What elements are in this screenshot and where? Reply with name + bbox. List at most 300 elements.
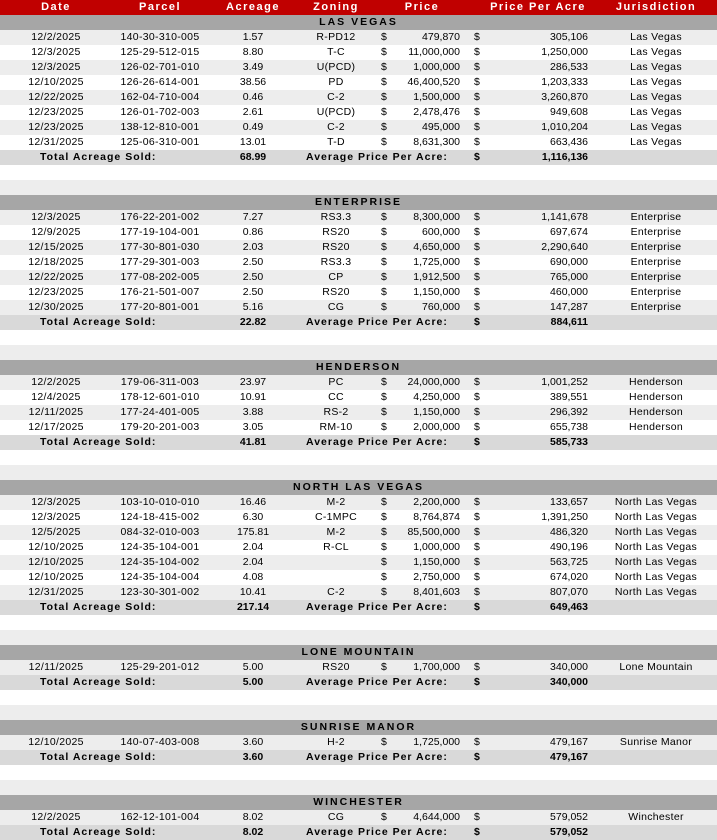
total-acreage-value: 8.02: [242, 826, 264, 838]
avg-price-per-acre-value: 479,167: [550, 751, 588, 763]
cell-zoning: CP: [328, 271, 344, 283]
avg-price-per-acre-value: 579,052: [550, 826, 588, 838]
cell-parcel: 178-12-601-010: [120, 391, 200, 403]
cell-price: 600,000: [422, 226, 460, 238]
cell-parcel: 123-30-301-002: [120, 586, 200, 598]
currency-symbol: $: [474, 76, 480, 88]
cell-jurisdiction: Las Vegas: [630, 46, 682, 58]
currency-symbol: $: [474, 826, 480, 838]
cell-parcel: 177-20-801-001: [120, 301, 200, 313]
table-row: [0, 810, 717, 825]
cell-date: 12/3/2025: [31, 61, 81, 73]
region-total-row: [0, 600, 717, 615]
currency-symbol: $: [381, 526, 387, 538]
region-title: SUNRISE MANOR: [300, 721, 417, 733]
cell-price: 8,764,874: [413, 511, 460, 523]
cell-acreage: 3.88: [242, 406, 264, 418]
cell-price-per-acre: 389,551: [550, 391, 588, 403]
currency-symbol: $: [474, 31, 480, 43]
cell-zoning: R-PD12: [316, 31, 356, 43]
cell-zoning: U(PCD): [316, 106, 356, 118]
table-row: [0, 525, 717, 540]
cell-acreage: 3.60: [242, 736, 264, 748]
currency-symbol: $: [381, 106, 387, 118]
cell-jurisdiction: Winchester: [628, 811, 684, 823]
cell-jurisdiction: North Las Vegas: [614, 541, 698, 553]
cell-zoning: CG: [327, 301, 345, 313]
currency-symbol: $: [474, 106, 480, 118]
cell-acreage: 2.50: [242, 271, 264, 283]
table-row: [0, 75, 717, 90]
currency-symbol: $: [474, 526, 480, 538]
region-title: NORTH LAS VEGAS: [293, 481, 424, 493]
cell-zoning: U(PCD): [316, 61, 356, 73]
cell-date: 12/30/2025: [28, 301, 84, 313]
cell-acreage: 0.46: [242, 91, 264, 103]
currency-symbol: $: [474, 736, 480, 748]
cell-price: 2,000,000: [413, 421, 460, 433]
cell-parcel: 177-08-202-005: [120, 271, 200, 283]
currency-symbol: $: [381, 811, 387, 823]
currency-symbol: $: [474, 421, 480, 433]
cell-parcel: 177-30-801-030: [120, 241, 200, 253]
cell-parcel: 177-19-104-001: [120, 226, 200, 238]
section-spacer: [0, 330, 717, 345]
cell-price-per-acre: 133,657: [550, 496, 588, 508]
avg-price-label: Average Price Per Acre:: [306, 316, 448, 328]
table-row: [0, 225, 717, 240]
section-spacer: [0, 780, 717, 795]
section-spacer: [0, 465, 717, 480]
currency-symbol: $: [381, 376, 387, 388]
cell-price: 2,200,000: [413, 496, 460, 508]
cell-parcel: 126-26-614-001: [120, 76, 200, 88]
cell-zoning: M-2: [326, 526, 346, 538]
cell-price: 11,000,000: [408, 46, 460, 58]
cell-date: 12/31/2025: [28, 136, 84, 148]
section-spacer: [0, 690, 717, 705]
cell-zoning: PD: [328, 76, 344, 88]
table-row: [0, 135, 717, 150]
cell-price-per-acre: 1,391,250: [541, 511, 588, 523]
avg-price-label: Average Price Per Acre:: [306, 676, 448, 688]
cell-price: 8,631,300: [413, 136, 460, 148]
currency-symbol: $: [474, 136, 480, 148]
cell-price-per-acre: 690,000: [550, 256, 588, 268]
currency-symbol: $: [381, 511, 387, 523]
table-row: [0, 120, 717, 135]
cell-zoning: [300, 570, 372, 585]
cell-price-per-acre: 697,674: [550, 226, 588, 238]
cell-zoning: C-2: [327, 121, 345, 133]
table-row: [0, 405, 717, 420]
currency-symbol: $: [474, 286, 480, 298]
cell-parcel: 103-10-010-010: [120, 496, 200, 508]
table-row: [0, 105, 717, 120]
cell-price-per-acre: 674,020: [550, 571, 588, 583]
cell-acreage: 0.49: [242, 121, 264, 133]
cell-price-per-acre: 765,000: [550, 271, 588, 283]
currency-symbol: $: [474, 511, 480, 523]
region-total-row: [0, 315, 717, 330]
region-header: [0, 360, 717, 375]
cell-jurisdiction: Henderson: [628, 376, 684, 388]
cell-date: 12/23/2025: [28, 106, 84, 118]
cell-jurisdiction: Enterprise: [630, 286, 682, 298]
cell-acreage: 16.46: [239, 496, 267, 508]
cell-zoning: RS20: [322, 241, 350, 253]
currency-symbol: $: [381, 61, 387, 73]
table-row: [0, 510, 717, 525]
cell-parcel: 124-35-104-002: [120, 556, 200, 568]
cell-date: 12/3/2025: [31, 211, 81, 223]
cell-price: 1,150,000: [413, 406, 460, 418]
cell-parcel: 140-30-310-005: [120, 31, 200, 43]
cell-date: 12/10/2025: [28, 736, 84, 748]
cell-acreage: 175.81: [236, 526, 270, 538]
cell-zoning: C-2: [327, 91, 345, 103]
cell-acreage: 38.56: [239, 76, 267, 88]
cell-parcel: 138-12-810-001: [120, 121, 200, 133]
cell-date: 12/18/2025: [28, 256, 84, 268]
currency-symbol: $: [381, 136, 387, 148]
cell-date: 12/10/2025: [28, 541, 84, 553]
currency-symbol: $: [381, 391, 387, 403]
cell-jurisdiction: Enterprise: [630, 211, 682, 223]
cell-jurisdiction: Sunrise Manor: [619, 736, 693, 748]
table-row: [0, 285, 717, 300]
avg-price-per-acre-value: 884,611: [550, 316, 588, 328]
total-acreage-value: 68.99: [239, 151, 267, 163]
cell-parcel: 177-24-401-005: [120, 406, 200, 418]
table-row: [0, 420, 717, 435]
cell-date: 12/4/2025: [31, 391, 81, 403]
currency-symbol: $: [474, 151, 480, 163]
cell-price: 1,000,000: [413, 541, 460, 553]
currency-symbol: $: [381, 241, 387, 253]
cell-date: 12/3/2025: [31, 511, 81, 523]
cell-acreage: 5.16: [242, 301, 264, 313]
region-header: [0, 15, 717, 30]
cell-price-per-acre: 490,196: [550, 541, 588, 553]
region-header: [0, 195, 717, 210]
currency-symbol: $: [381, 421, 387, 433]
cell-zoning: C-1MPC: [314, 511, 358, 523]
cell-zoning: RS3.3: [320, 211, 352, 223]
currency-symbol: $: [474, 751, 480, 763]
cell-price: 8,300,000: [413, 211, 460, 223]
region-header: [0, 645, 717, 660]
cell-date: 12/2/2025: [31, 811, 81, 823]
cell-zoning: T-C: [327, 46, 345, 58]
cell-date: 12/22/2025: [28, 91, 84, 103]
cell-parcel: 176-21-501-007: [120, 286, 200, 298]
cell-jurisdiction: Las Vegas: [630, 61, 682, 73]
region-title: HENDERSON: [315, 361, 402, 373]
cell-price-per-acre: 1,141,678: [541, 211, 588, 223]
table-row: [0, 240, 717, 255]
cell-price-per-acre: 1,203,333: [541, 76, 588, 88]
cell-price: 24,000,000: [407, 376, 460, 388]
cell-parcel: 177-29-301-003: [120, 256, 200, 268]
cell-date: 12/22/2025: [28, 271, 84, 283]
cell-acreage: 13.01: [239, 136, 267, 148]
avg-price-per-acre-value: 1,116,136: [541, 151, 588, 163]
cell-price-per-acre: 655,738: [550, 421, 588, 433]
region-header: [0, 720, 717, 735]
cell-acreage: 2.04: [242, 541, 264, 553]
avg-price-label: Average Price Per Acre:: [306, 751, 448, 763]
avg-price-label: Average Price Per Acre:: [306, 826, 448, 838]
currency-symbol: $: [474, 496, 480, 508]
header-date: Date: [41, 1, 71, 13]
currency-symbol: $: [474, 226, 480, 238]
cell-price-per-acre: 807,070: [550, 586, 588, 598]
currency-symbol: $: [474, 556, 480, 568]
currency-symbol: $: [381, 271, 387, 283]
cell-price-per-acre: 563,725: [550, 556, 588, 568]
currency-symbol: $: [381, 556, 387, 568]
cell-zoning: H-2: [327, 736, 345, 748]
cell-date: 12/9/2025: [31, 226, 81, 238]
cell-parcel: 084-32-010-003: [120, 526, 200, 538]
cell-price-per-acre: 305,106: [550, 31, 588, 43]
region-title: LAS VEGAS: [319, 16, 398, 28]
cell-price: 4,250,000: [413, 391, 460, 403]
cell-jurisdiction: Las Vegas: [630, 31, 682, 43]
cell-jurisdiction: Las Vegas: [630, 121, 682, 133]
table-row: [0, 270, 717, 285]
table-row: [0, 735, 717, 750]
section-spacer: [0, 345, 717, 360]
cell-price: 479,870: [422, 31, 460, 43]
avg-price-label: Average Price Per Acre:: [306, 151, 448, 163]
cell-acreage: 3.05: [242, 421, 264, 433]
currency-symbol: $: [474, 811, 480, 823]
currency-symbol: $: [474, 61, 480, 73]
table-row: [0, 390, 717, 405]
cell-price: 2,478,476: [413, 106, 460, 118]
cell-acreage: 8.02: [242, 811, 264, 823]
table-row: [0, 210, 717, 225]
section-spacer: [0, 165, 717, 180]
cell-parcel: 176-22-201-002: [120, 211, 200, 223]
currency-symbol: $: [381, 226, 387, 238]
cell-price-per-acre: 479,167: [550, 736, 588, 748]
cell-date: 12/10/2025: [28, 556, 84, 568]
cell-jurisdiction: Las Vegas: [630, 76, 682, 88]
currency-symbol: $: [474, 46, 480, 58]
cell-date: 12/31/2025: [28, 586, 84, 598]
section-spacer: [0, 450, 717, 465]
currency-symbol: $: [381, 121, 387, 133]
cell-price: 4,650,000: [413, 241, 460, 253]
cell-jurisdiction: North Las Vegas: [614, 586, 698, 598]
header-price-per-acre: Price Per Acre: [490, 1, 586, 13]
currency-symbol: $: [474, 376, 480, 388]
cell-acreage: 8.80: [242, 46, 264, 58]
total-acreage-value: 22.82: [239, 316, 267, 328]
region-total-row: [0, 435, 717, 450]
avg-price-per-acre-value: 585,733: [550, 436, 588, 448]
cell-price: 1,700,000: [413, 661, 460, 673]
cell-parcel: 126-01-702-003: [120, 106, 200, 118]
total-acreage-label: Total Acreage Sold:: [40, 151, 157, 163]
avg-price-label: Average Price Per Acre:: [306, 601, 448, 613]
cell-jurisdiction: North Las Vegas: [614, 556, 698, 568]
currency-symbol: $: [381, 256, 387, 268]
cell-price-per-acre: 296,392: [550, 406, 588, 418]
table-row: [0, 585, 717, 600]
cell-jurisdiction: Enterprise: [630, 241, 682, 253]
table-row: [0, 300, 717, 315]
cell-price: 85,500,000: [407, 526, 460, 538]
cell-jurisdiction: Las Vegas: [630, 91, 682, 103]
cell-date: 12/23/2025: [28, 121, 84, 133]
total-acreage-label: Total Acreage Sold:: [40, 316, 157, 328]
currency-symbol: $: [381, 571, 387, 583]
section-spacer: [0, 615, 717, 630]
table-row: [0, 495, 717, 510]
cell-acreage: 5.00: [242, 661, 264, 673]
cell-date: 12/10/2025: [28, 571, 84, 583]
table-header-row: [0, 0, 717, 15]
cell-price: 1,912,500: [413, 271, 460, 283]
cell-zoning: C-2: [327, 586, 345, 598]
cell-zoning: R-CL: [323, 541, 349, 553]
section-spacer: [0, 630, 717, 645]
currency-symbol: $: [474, 601, 480, 613]
cell-price-per-acre: 3,260,870: [541, 91, 588, 103]
cell-jurisdiction: Henderson: [628, 391, 684, 403]
total-acreage-value: 3.60: [242, 751, 264, 763]
currency-symbol: $: [381, 91, 387, 103]
table-row: [0, 255, 717, 270]
currency-symbol: $: [474, 301, 480, 313]
region-title: LONE MOUNTAIN: [301, 646, 416, 658]
cell-zoning: CG: [327, 811, 345, 823]
currency-symbol: $: [474, 676, 480, 688]
cell-zoning: RS20: [322, 661, 350, 673]
currency-symbol: $: [474, 91, 480, 103]
cell-zoning: M-2: [326, 496, 346, 508]
table-row: [0, 660, 717, 675]
currency-symbol: $: [474, 406, 480, 418]
currency-symbol: $: [381, 31, 387, 43]
cell-jurisdiction: North Las Vegas: [614, 496, 698, 508]
cell-price: 1,150,000: [413, 556, 460, 568]
cell-date: 12/15/2025: [28, 241, 84, 253]
cell-parcel: 140-07-403-008: [120, 736, 200, 748]
currency-symbol: $: [381, 406, 387, 418]
cell-price: 760,000: [422, 301, 460, 313]
currency-symbol: $: [381, 76, 387, 88]
region-total-row: [0, 675, 717, 690]
cell-date: 12/3/2025: [31, 46, 81, 58]
cell-parcel: 179-20-201-003: [120, 421, 200, 433]
cell-acreage: 6.30: [242, 511, 264, 523]
cell-price: 495,000: [422, 121, 460, 133]
cell-date: 12/2/2025: [31, 31, 81, 43]
cell-price: 1,000,000: [413, 61, 460, 73]
cell-price-per-acre: 147,287: [550, 301, 588, 313]
cell-price-per-acre: 340,000: [550, 661, 588, 673]
cell-acreage: 4.08: [242, 571, 264, 583]
header-zoning: Zoning: [313, 1, 359, 13]
cell-acreage: 7.27: [242, 211, 264, 223]
currency-symbol: $: [381, 211, 387, 223]
cell-price: 1,150,000: [413, 286, 460, 298]
cell-date: 12/5/2025: [31, 526, 81, 538]
cell-zoning: T-D: [327, 136, 345, 148]
total-acreage-label: Total Acreage Sold:: [40, 751, 157, 763]
total-acreage-label: Total Acreage Sold:: [40, 601, 157, 613]
cell-zoning: RS20: [322, 226, 350, 238]
cell-acreage: 2.04: [242, 556, 264, 568]
section-spacer: [0, 765, 717, 780]
cell-zoning: CC: [328, 391, 344, 403]
currency-symbol: $: [474, 121, 480, 133]
cell-jurisdiction: Las Vegas: [630, 106, 682, 118]
region-header: [0, 795, 717, 810]
total-acreage-value: 41.81: [239, 436, 267, 448]
section-spacer: [0, 705, 717, 720]
cell-price: 1,725,000: [413, 736, 460, 748]
cell-acreage: 1.57: [242, 31, 264, 43]
region-total-row: [0, 750, 717, 765]
cell-acreage: 23.97: [239, 376, 267, 388]
header-acreage: Acreage: [226, 1, 280, 13]
currency-symbol: $: [381, 301, 387, 313]
cell-acreage: 0.86: [242, 226, 264, 238]
total-acreage-value: 5.00: [242, 676, 264, 688]
cell-acreage: 2.50: [242, 286, 264, 298]
cell-jurisdiction: North Las Vegas: [614, 511, 698, 523]
cell-acreage: 2.50: [242, 256, 264, 268]
cell-parcel: 124-35-104-004: [120, 571, 200, 583]
cell-parcel: 126-02-701-010: [120, 61, 200, 73]
region-header: [0, 480, 717, 495]
currency-symbol: $: [474, 661, 480, 673]
total-acreage-label: Total Acreage Sold:: [40, 436, 157, 448]
currency-symbol: $: [474, 436, 480, 448]
total-acreage-label: Total Acreage Sold:: [40, 676, 157, 688]
cell-price-per-acre: 286,533: [550, 61, 588, 73]
region-title: WINCHESTER: [313, 796, 404, 808]
cell-parcel: 124-18-415-002: [120, 511, 200, 523]
table-row: [0, 570, 717, 585]
cell-price: 4,644,000: [413, 811, 460, 823]
cell-date: 12/10/2025: [28, 76, 84, 88]
cell-jurisdiction: Lone Mountain: [619, 661, 693, 673]
cell-parcel: 124-35-104-001: [120, 541, 200, 553]
currency-symbol: $: [474, 586, 480, 598]
cell-price: 2,750,000: [413, 571, 460, 583]
header-parcel: Parcel: [138, 1, 182, 13]
cell-jurisdiction: Enterprise: [630, 271, 682, 283]
cell-price: 46,400,520: [407, 76, 460, 88]
cell-jurisdiction: Enterprise: [630, 301, 682, 313]
cell-price-per-acre: 2,290,640: [541, 241, 588, 253]
cell-jurisdiction: North Las Vegas: [614, 571, 698, 583]
currency-symbol: $: [474, 211, 480, 223]
total-acreage-label: Total Acreage Sold:: [40, 826, 157, 838]
cell-price: 1,725,000: [413, 256, 460, 268]
currency-symbol: $: [381, 496, 387, 508]
currency-symbol: $: [381, 736, 387, 748]
cell-parcel: 125-29-201-012: [120, 661, 200, 673]
cell-price-per-acre: 1,001,252: [541, 376, 588, 388]
